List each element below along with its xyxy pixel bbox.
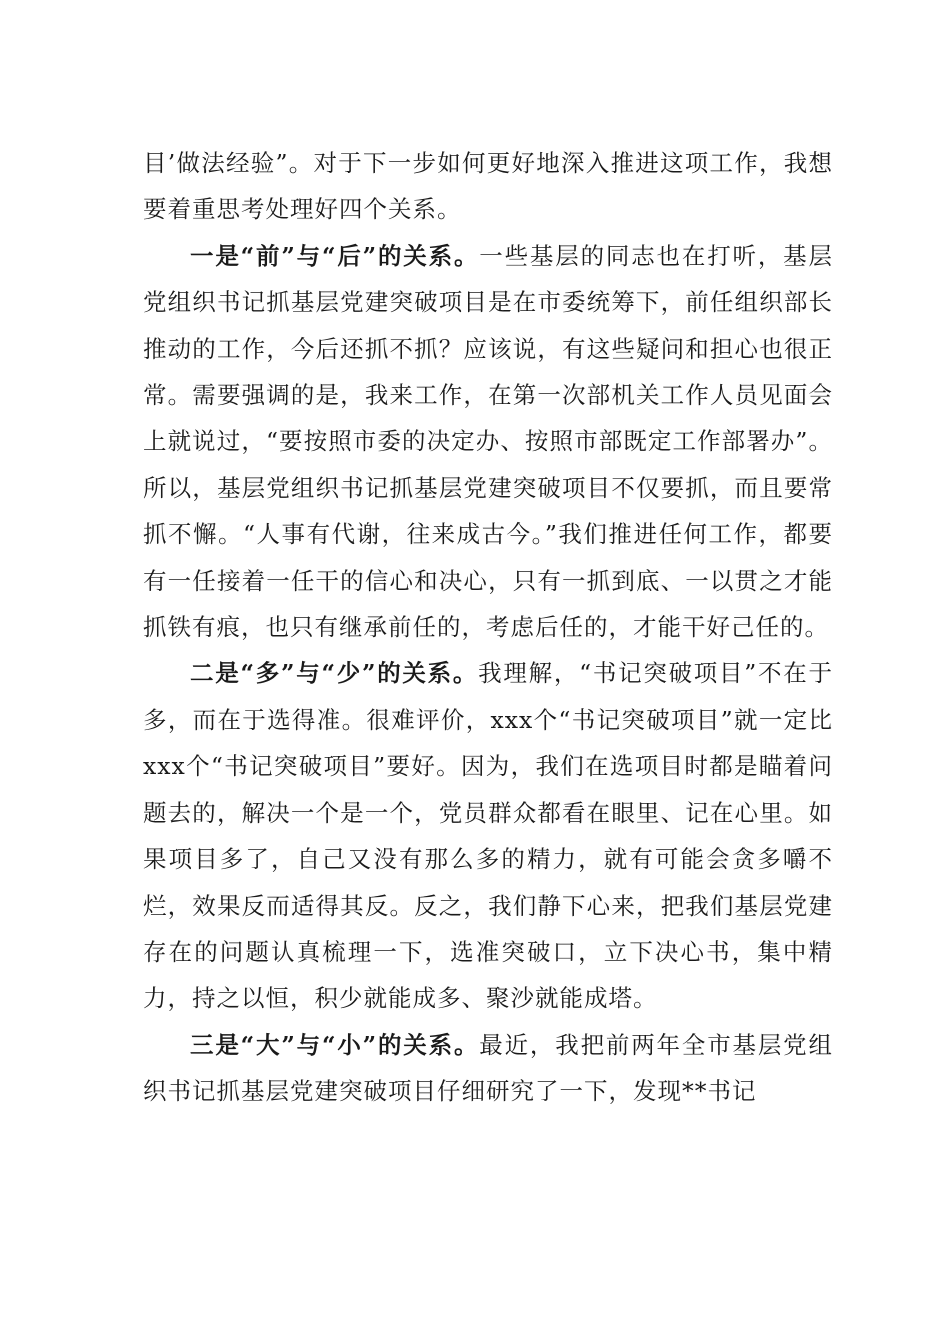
document-body bbox=[143, 140, 833, 1115]
paragraph-relation-front-back bbox=[143, 233, 833, 651]
paragraph-relation-big-small bbox=[143, 1022, 833, 1115]
paragraph-lead: 二是“多”与“少”的关系。 bbox=[190, 659, 479, 688]
paragraph-lead: 三是“大”与“小”的关系。 bbox=[190, 1030, 480, 1059]
paragraph-text: 我理解，“书记突破项目”不在于多，而在于选得准。很难评价，xxx个“书记突破项目”就一定比xxx个“书记突破项目”要好。因为，我们在选项目时都是瞄着问题去的，解决一个是一个，党员群众都看在眼里、记在心里。如果项目多了，自己又没有那么多的精力，就有可能会贪多嚼不烂，效果反而适得其反。反之，我们静下心来，把我们基层党建存在的问题认真梳理一下，选准突破口，立下决心书，集中精力，持之以恒，积少就能成多、聚沙就能成塔。 bbox=[143, 659, 833, 1013]
paragraph-text: 一些基层的同志也在打听，基层党组织书记抓基层党建突破项目是在市委统筹下，前任组织部长推动的工作，今后还抓不抓？应该说，有这些疑问和担心也很正常。需要强调的是，我来工作，在第一次部机关工作人员见面会上就说过，“要按照市委的决定办、按照市部既定工作部署办”。所以，基层党组织书记抓基层党建突破项目不仅要抓，而且要常抓不懈。“人事有代谢，往来成古今。”我们推进任何工作，都要有一任接着一任干的信心和决心，只有一抓到底、一以贯之才能抓铁有痕，也只有继承前任的，考虑后任的，才能干好己任的。 bbox=[143, 241, 833, 642]
paragraph-text: 目’做法经验”。对于下一步如何更好地深入推进这项工作，我想要着重思考处理好四个关系。 bbox=[143, 149, 833, 224]
paragraph-text: 最近，我把前两年全市基层党组织书记抓基层党建突破项目仔细研究了一下，发现**书记 bbox=[143, 1030, 833, 1106]
paragraph-relation-many-few bbox=[143, 650, 833, 1021]
paragraph-lead: 一是“前”与“后”的关系。 bbox=[190, 241, 480, 270]
paragraph-continuation bbox=[143, 140, 833, 233]
